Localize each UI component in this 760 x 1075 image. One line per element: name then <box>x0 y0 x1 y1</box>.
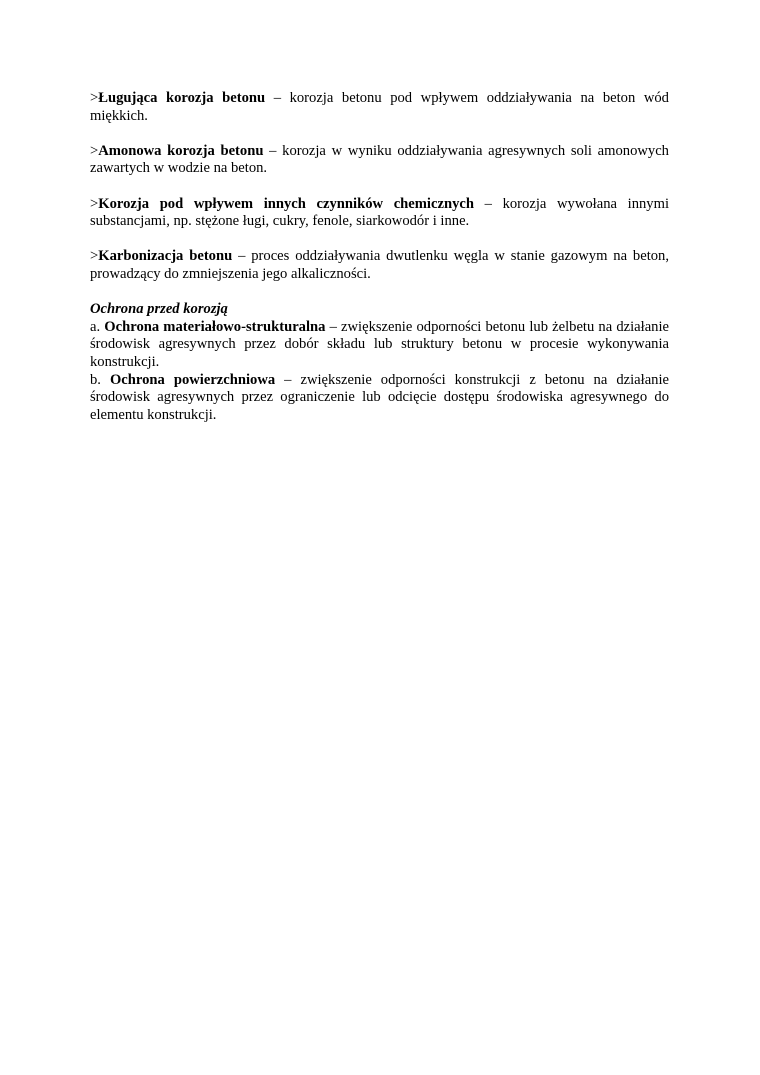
protection-section <box>90 301 669 424</box>
definition-paragraph-ammonium <box>90 143 669 178</box>
definition-text: – proces oddziaływania dwutlenku węgla w stanie gazowym na beton, prowadzący do zmniejszenia jego alkaliczności. <box>90 248 670 282</box>
paragraph-prefix: > <box>90 90 99 106</box>
definition-term: Karbonizacja betonu <box>98 248 233 265</box>
item-marker: a. <box>90 318 105 335</box>
protection-item-surface <box>90 372 669 425</box>
paragraph-prefix: > <box>90 195 99 212</box>
protection-heading: Ochrona przed korozją <box>90 301 228 318</box>
definition-text: – korozja betonu pod wpływem oddziaływania na beton wód miękkich. <box>90 90 669 124</box>
protection-term: Ochrona materiałowo-strukturalna <box>104 318 326 335</box>
protection-item-material <box>90 319 669 372</box>
definition-term: Ługująca korozja betonu <box>98 90 266 106</box>
definition-text: – korozja wywołana innymi substancjami, np. stężone ługi, cukry, fenole, siarkowodór i inne. <box>90 195 669 230</box>
paragraph-prefix: > <box>90 248 99 265</box>
definition-paragraph-chemical <box>90 196 669 231</box>
definition-term: Korozja pod wpływem innych czynników chemicznych <box>98 195 474 212</box>
document-body <box>90 90 669 424</box>
definition-paragraph-carbonation <box>90 248 669 283</box>
protection-term: Ochrona powierzchniowa <box>109 371 276 388</box>
definition-term: Amonowa korozja betonu <box>98 142 264 159</box>
definition-text: – korozja w wyniku oddziaływania agresywnych soli amonowych zawartych w wodzie na beton. <box>90 142 669 177</box>
definition-paragraph-leaching <box>90 90 669 125</box>
item-marker: b. <box>90 371 110 388</box>
paragraph-prefix: > <box>90 142 99 159</box>
protection-text: – zwiększenie odporności betonu lub żelbetu na działanie środowisk agresywnych przez dobór składu lub struktury betonu w procesie wykonywania konstrukcji. <box>90 318 670 370</box>
protection-text: – zwiększenie odporności konstrukcji z betonu na działanie środowisk agresywnych przez ograniczenie lub odcięcie dostępu środowiska agresywnego do elementu konstrukcji. <box>90 371 669 423</box>
